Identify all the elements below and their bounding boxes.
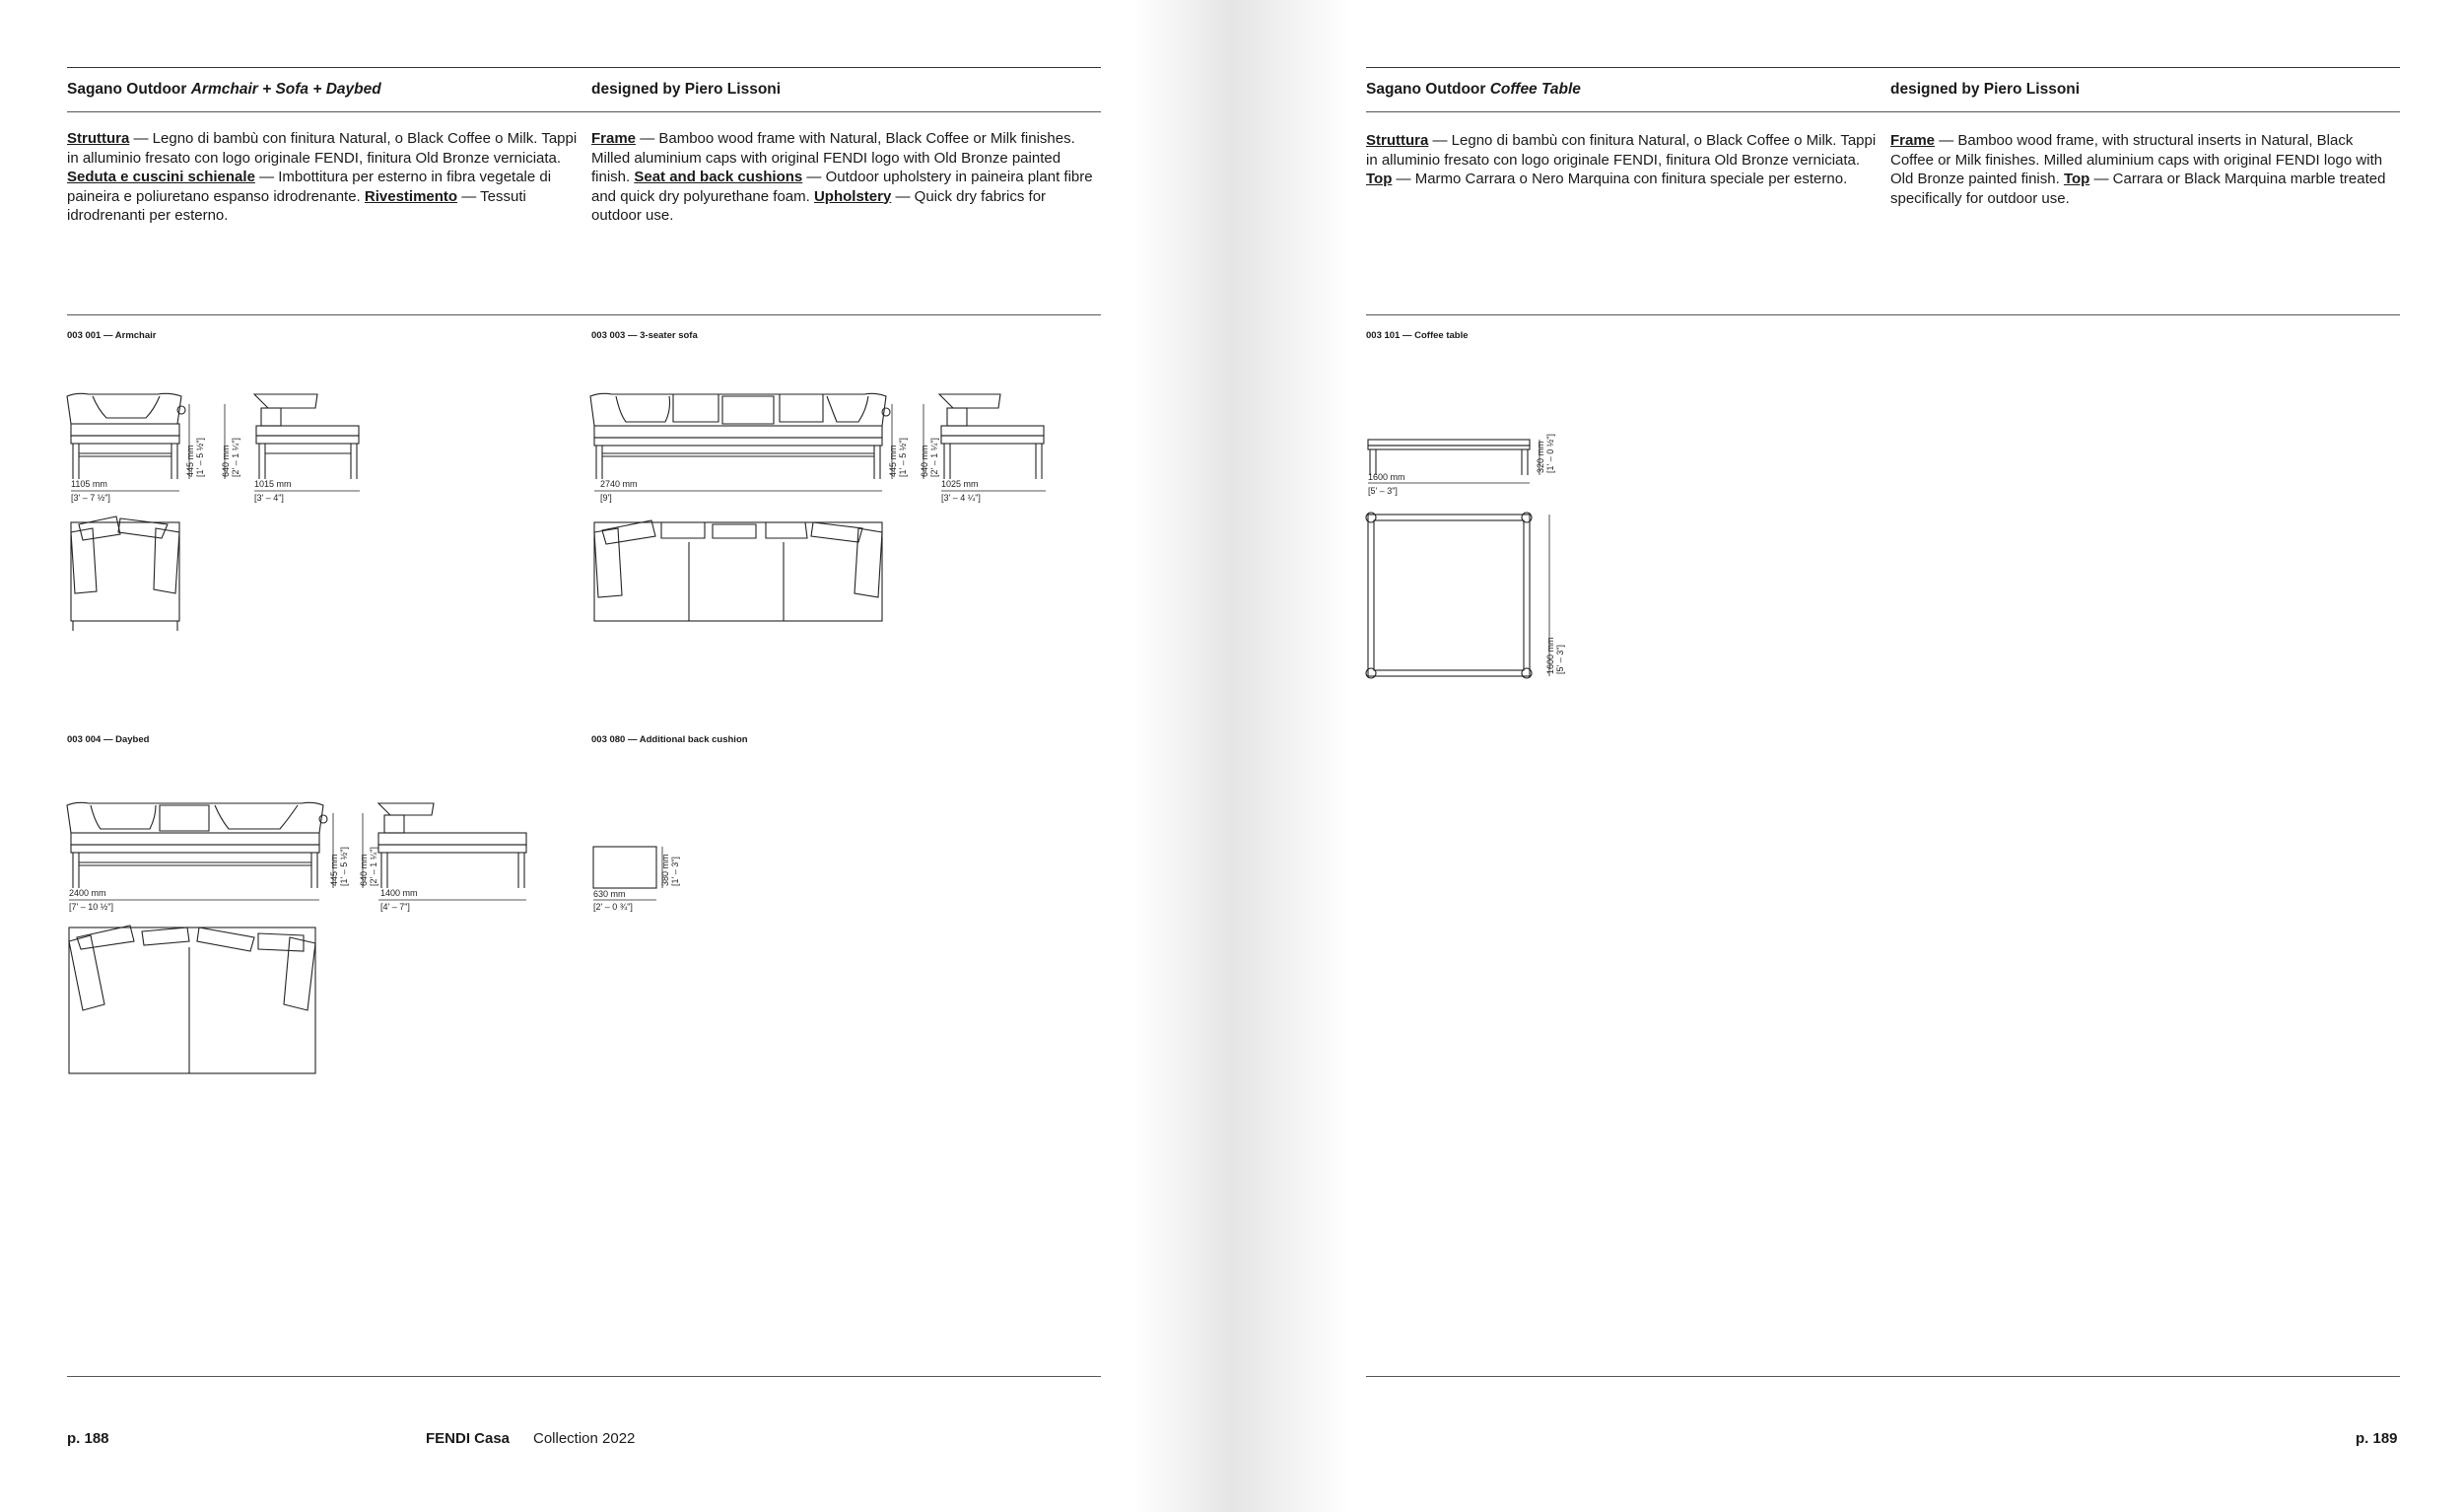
collection-name: Collection 2022 [533, 1430, 636, 1447]
product-models: Coffee Table [1489, 81, 1581, 98]
daybed-height: 640 mm [359, 854, 369, 886]
designer-credit: designed by Piero Lissoni [591, 81, 782, 98]
product-title [67, 81, 381, 99]
label-struttura: Struttura [1366, 132, 1429, 149]
armchair-depth-imp: [3' – 4"] [254, 493, 284, 503]
cushion-height-imp: [1' – 3"] [670, 857, 680, 886]
section-rule [1366, 314, 2400, 315]
text-rivestimento: — Tessuti idrodrenanti per esterno. [67, 187, 526, 224]
page-number: p. 189 [2356, 1430, 2398, 1447]
label-rivestimento: Rivestimento [364, 187, 458, 205]
coffee-table-drawing [1360, 434, 1577, 690]
text-upholstery: — Quick dry fabrics for outdoor use. [591, 187, 1047, 224]
product-name: Sagano Outdoor [67, 81, 187, 98]
label-seduta: Seduta e cuscini schienale [67, 169, 255, 185]
label-frame: Frame [591, 130, 637, 147]
cushion-width: 630 mm [593, 889, 626, 899]
text-struttura: — Legno di bambù con finitura Natural, o Black Coffee o Milk. Tappi in alluminio fresato con logo originale FENDI, finitura Old Bronze verniciata. [1366, 132, 1877, 169]
top-rule [67, 67, 1101, 68]
right-page [1232, 0, 2463, 1512]
section-rule [67, 314, 1101, 315]
armchair-width-imp: [3' – 7 ½"] [71, 493, 110, 503]
sofa-height: 640 mm [920, 445, 929, 477]
daybed-width-imp: [7' – 10 ½"] [69, 902, 113, 912]
label-frame: Frame [1890, 132, 1936, 149]
caption-coffee-table: 003 101 — Coffee table [1366, 330, 1469, 341]
table-height-imp: [1' – 0 ½"] [1545, 434, 1555, 473]
text-frame: — Bamboo wood frame, with structural inserts in Natural, Black Coffee or Milk finishes. Milled aluminium caps with original FENDI logo with Old Bronze painted finish. [1890, 132, 2383, 187]
sofa-seat-height-imp: [1' – 5 ½"] [898, 438, 908, 477]
brand-name: FENDI Casa [426, 1430, 511, 1447]
product-title [1366, 81, 1581, 99]
armchair-drawing [59, 384, 375, 641]
daybed-seat-height: 445 mm [329, 854, 339, 886]
text-seduta: — Imbottitura per esterno in fibra vegetale di paineira e poliuretano espanso idrodrenante. [67, 169, 552, 205]
top-rule [1366, 67, 2400, 68]
armchair-width: 1105 mm [71, 479, 107, 489]
sofa-seat-height: 445 mm [888, 445, 898, 477]
table-width: 1600 mm [1368, 472, 1405, 482]
label-seat: Seat and back cushions [634, 169, 803, 185]
armchair-height: 640 mm [221, 445, 231, 477]
sofa-depth-imp: [3' – 4 ¼"] [941, 493, 981, 503]
footer-rule [1366, 1376, 2400, 1377]
table-depth-imp: [5' – 3"] [1555, 645, 1565, 674]
daybed-width: 2400 mm [69, 888, 106, 898]
label-upholstery: Upholstery [813, 187, 892, 205]
armchair-seat-height-imp: [1' – 5 ½"] [195, 438, 205, 477]
english-description [591, 129, 1094, 226]
text-struttura: — Legno di bambù con finitura Natural, o Black Coffee o Milk. Tappi in alluminio fresato con logo originale FENDI, finitura Old Bronze verniciata. [67, 130, 578, 167]
product-models: Armchair + Sofa + Daybed [190, 81, 381, 98]
product-name: Sagano Outdoor [1366, 81, 1486, 98]
sofa-depth: 1025 mm [941, 479, 979, 489]
text-top-it: — Marmo Carrara o Nero Marquina con finitura speciale per esterno. [1392, 171, 1848, 187]
english-description [1890, 131, 2398, 208]
caption-back-cushion: 003 080 — Additional back cushion [591, 734, 748, 745]
cushion-height: 380 mm [660, 854, 670, 886]
back-cushion-drawing [589, 843, 727, 922]
sofa-drawing [586, 384, 1079, 641]
daybed-depth-imp: [4' – 7"] [380, 902, 410, 912]
daybed-depth: 1400 mm [380, 888, 418, 898]
daybed-seat-height-imp: [1' – 5 ½"] [339, 847, 349, 886]
table-height: 320 mm [1536, 441, 1545, 473]
daybed-height-imp: [2' – 1 ¼"] [369, 847, 378, 886]
caption-armchair: 003 001 — Armchair [67, 330, 157, 341]
text-top-en: — Carrara or Black Marquina marble treated specifically for outdoor use. [1890, 171, 2386, 207]
header-rule [67, 111, 1101, 112]
gutter-shadow [1232, 0, 1350, 1512]
caption-sofa: 003 003 — 3-seater sofa [591, 330, 698, 341]
page-number: p. 188 [67, 1430, 109, 1447]
gutter-shadow [1133, 0, 1232, 1512]
armchair-height-imp: [2' – 1 ¼"] [231, 438, 240, 477]
header-rule [1366, 111, 2400, 112]
footer-rule [67, 1376, 1101, 1377]
sofa-height-imp: [2' – 1 ¼"] [929, 438, 939, 477]
designer-credit: designed by Piero Lissoni [1890, 81, 2081, 98]
table-depth: 1600 mm [1545, 637, 1555, 674]
italian-description [1366, 131, 1879, 189]
caption-daybed: 003 004 — Daybed [67, 734, 150, 745]
label-top-it: Top [1366, 171, 1393, 187]
armchair-depth: 1015 mm [254, 479, 292, 489]
table-width-imp: [5' – 3"] [1368, 486, 1398, 496]
cushion-width-imp: [2' – 0 ¾"] [593, 902, 633, 912]
armchair-seat-height: 445 mm [185, 445, 195, 477]
text-seat: — Outdoor upholstery in paineira plant fibre and quick dry polyurethane foam. [591, 169, 1093, 205]
text-frame: — Bamboo wood frame with Natural, Black Coffee or Milk finishes. Milled aluminium caps with original FENDI logo with Old Bronze painted finish. [591, 130, 1075, 185]
italian-description [67, 129, 580, 226]
sofa-width: 2740 mm [600, 479, 638, 489]
sofa-width-imp: [9'] [600, 493, 612, 503]
daybed-drawing [61, 793, 554, 1089]
label-top-en: Top [2063, 171, 2090, 187]
label-struttura: Struttura [67, 130, 130, 147]
